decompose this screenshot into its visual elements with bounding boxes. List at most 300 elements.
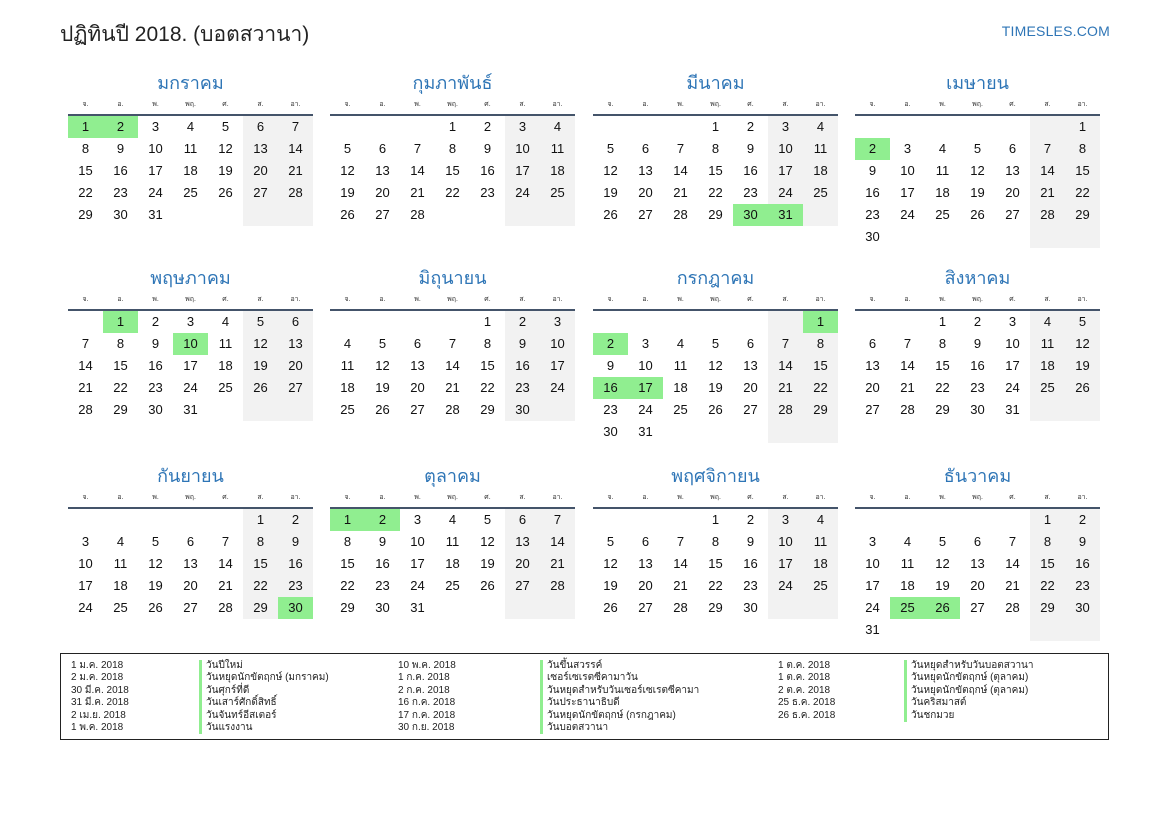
empty-cell <box>698 311 733 333</box>
day-cell: 5 <box>606 141 615 156</box>
day-cell: 28 <box>900 402 915 417</box>
day-cell: 28 <box>673 207 688 222</box>
weekday-label: ส. <box>257 101 264 108</box>
day-cell: 25 <box>673 402 688 417</box>
holiday-date: 2 ม.ค. 2018 <box>71 672 124 684</box>
day-cell: 11 <box>540 138 575 160</box>
empty-cell <box>1030 399 1065 421</box>
weekday-label: อ. <box>904 101 911 108</box>
day-cell: 13 <box>243 138 278 160</box>
day-cell: 9 <box>505 333 540 355</box>
day-cell: 5 <box>151 534 160 549</box>
weekday-label: ศ. <box>484 101 491 108</box>
weekday-label: จ. <box>607 494 614 501</box>
day-cell: 19 <box>603 185 618 200</box>
empty-cell <box>890 116 925 138</box>
month-calendar <box>330 265 575 421</box>
day-cell: 11 <box>445 534 460 549</box>
empty-cell <box>435 204 470 226</box>
empty-cell <box>663 311 698 333</box>
weekday-label: อ. <box>117 101 124 108</box>
day-cell: 25 <box>935 207 950 222</box>
weekday-label: พฤ. <box>447 101 458 108</box>
holiday-name: เซอร์เซเรตซีคามาวัน <box>540 672 699 684</box>
day-cell: 3 <box>768 116 803 138</box>
day-cell: 24 <box>78 600 93 615</box>
day-cell: 2 <box>278 509 313 531</box>
day-cell: 23 <box>505 377 540 399</box>
day-cell: 20 <box>243 160 278 182</box>
empty-cell <box>698 421 733 443</box>
day-cell: 8 <box>711 534 720 549</box>
day-cell: 26 <box>340 207 355 222</box>
weekday-header <box>593 489 838 509</box>
empty-cell <box>925 509 960 531</box>
empty-cell <box>138 509 173 531</box>
weekday-label: ส. <box>1044 296 1051 303</box>
empty-cell <box>855 116 890 138</box>
day-cell: 28 <box>78 402 93 417</box>
day-cell: 1 <box>711 119 720 134</box>
day-cell: 24 <box>900 207 915 222</box>
day-cell: 9 <box>746 141 755 156</box>
day-cell: 10 <box>768 531 803 553</box>
day-cell: 22 <box>243 575 278 597</box>
day-cell: 5 <box>938 534 947 549</box>
day-cell: 2 <box>151 314 160 329</box>
brand-link[interactable]: TIMESLES.COM <box>1001 23 1110 39</box>
day-cell: 13 <box>1005 163 1020 178</box>
day-cell: 20 <box>865 380 880 395</box>
day-cell: 14 <box>1030 160 1065 182</box>
weekday-label: ส. <box>519 296 526 303</box>
holiday-name: วันเสาร์ศักดิ์สิทธิ์ <box>199 697 329 709</box>
day-grid <box>68 509 313 619</box>
weekday-label: ส. <box>257 296 264 303</box>
day-cell: 20 <box>505 553 540 575</box>
day-cell: 21 <box>673 578 688 593</box>
holiday-name: วันปีใหม่ <box>199 660 329 672</box>
month-calendar <box>68 265 313 421</box>
day-cell: 9 <box>973 336 982 351</box>
day-cell: 9 <box>116 141 125 156</box>
empty-cell <box>628 311 663 333</box>
day-cell: 14 <box>78 358 93 373</box>
day-cell: 1 <box>448 119 457 134</box>
day-cell: 8 <box>483 336 492 351</box>
day-cell: 27 <box>183 600 198 615</box>
empty-cell <box>803 204 838 226</box>
day-cell: 20 <box>970 578 985 593</box>
empty-cell <box>505 597 540 619</box>
day-cell: 29 <box>1065 204 1100 226</box>
weekday-label: ส. <box>257 494 264 501</box>
day-cell: 21 <box>1030 182 1065 204</box>
day-cell: 29 <box>708 207 723 222</box>
day-grid <box>68 311 313 421</box>
empty-cell <box>995 116 1030 138</box>
weekday-label: อ. <box>379 494 386 501</box>
day-cell: 22 <box>935 380 950 395</box>
empty-cell <box>768 597 803 619</box>
empty-cell <box>855 311 890 333</box>
weekday-label: จ. <box>344 296 351 303</box>
weekday-label: พ. <box>152 296 159 303</box>
weekday-label: พฤ. <box>972 296 983 303</box>
holiday-date: 2 ต.ค. 2018 <box>778 684 831 696</box>
day-cell: 20 <box>183 578 198 593</box>
day-cell: 2 <box>1065 509 1100 531</box>
month-name: มีนาคม <box>686 73 745 93</box>
day-cell: 30 <box>148 402 163 417</box>
weekday-label: พ. <box>939 296 946 303</box>
day-cell: 15 <box>1065 160 1100 182</box>
day-cell: 8 <box>938 336 947 351</box>
weekday-header <box>68 489 313 509</box>
holiday-name: วันชกมวย <box>904 710 1034 722</box>
day-cell: 30 <box>865 229 880 244</box>
day-cell: 25 <box>445 578 460 593</box>
day-cell: 26 <box>1065 377 1100 399</box>
day-cell: 12 <box>708 358 723 373</box>
day-cell: 20 <box>410 380 425 395</box>
month-name: กรกฎาคม <box>676 268 755 288</box>
day-cell: 5 <box>606 534 615 549</box>
empty-cell <box>995 509 1030 531</box>
day-cell: 29 <box>708 600 723 615</box>
empty-cell <box>208 204 243 226</box>
weekday-label: พ. <box>414 494 421 501</box>
day-cell: 29 <box>1030 597 1065 619</box>
day-cell: 19 <box>1065 355 1100 377</box>
day-cell: 6 <box>243 116 278 138</box>
holiday-day: 30 <box>278 597 313 619</box>
day-cell: 10 <box>505 138 540 160</box>
day-cell: 12 <box>970 163 985 178</box>
holiday-day: 1 <box>68 116 103 138</box>
empty-cell <box>803 597 838 619</box>
month-name: พฤศจิกายน <box>671 466 760 486</box>
weekday-label: พฤ. <box>710 101 721 108</box>
day-cell: 26 <box>603 207 618 222</box>
day-cell: 10 <box>540 333 575 355</box>
day-cell: 12 <box>218 141 233 156</box>
weekday-label: ศ. <box>484 296 491 303</box>
day-cell: 23 <box>603 402 618 417</box>
day-cell: 16 <box>743 556 758 571</box>
weekday-label: ส. <box>1044 101 1051 108</box>
day-cell: 12 <box>603 556 618 571</box>
holiday-name: วันหยุดนักขัตฤกษ์ (มกราคม) <box>199 672 329 684</box>
day-cell: 6 <box>746 336 755 351</box>
day-cell: 22 <box>113 380 128 395</box>
day-cell: 11 <box>113 556 128 571</box>
day-cell: 23 <box>375 578 390 593</box>
day-grid <box>68 116 313 226</box>
day-cell: 6 <box>186 534 195 549</box>
day-cell: 14 <box>768 355 803 377</box>
day-cell: 25 <box>1030 377 1065 399</box>
day-cell: 16 <box>113 163 128 178</box>
day-cell: 31 <box>638 424 653 439</box>
day-cell: 13 <box>638 163 653 178</box>
day-cell: 23 <box>743 185 758 200</box>
day-cell: 7 <box>1008 534 1017 549</box>
day-cell: 14 <box>673 163 688 178</box>
holiday-day: 17 <box>628 377 663 399</box>
day-grid <box>855 116 1100 248</box>
day-cell: 8 <box>448 141 457 156</box>
empty-cell <box>435 311 470 333</box>
holiday-names-col-1 <box>199 660 329 734</box>
empty-cell <box>663 509 698 531</box>
day-cell: 28 <box>673 600 688 615</box>
day-cell: 5 <box>973 141 982 156</box>
holiday-day: 2 <box>593 333 628 355</box>
empty-cell <box>890 619 925 641</box>
holiday-name: วันศุกร์ที่ดี <box>199 685 329 697</box>
day-cell: 1 <box>243 509 278 531</box>
day-cell: 29 <box>113 402 128 417</box>
weekday-label: จ. <box>869 296 876 303</box>
empty-cell <box>925 116 960 138</box>
month-calendar <box>68 463 313 619</box>
day-cell: 31 <box>410 600 425 615</box>
empty-cell <box>890 311 925 333</box>
weekday-label: พ. <box>677 494 684 501</box>
day-cell: 15 <box>113 358 128 373</box>
weekday-label: จ. <box>869 101 876 108</box>
holiday-date: 30 มี.ค. 2018 <box>71 684 129 696</box>
day-cell: 27 <box>970 600 985 615</box>
day-cell: 15 <box>708 163 723 178</box>
day-cell: 11 <box>673 358 688 373</box>
day-cell: 2 <box>746 119 755 134</box>
weekday-label: พ. <box>677 101 684 108</box>
month-calendar <box>593 265 838 443</box>
holiday-day: 1 <box>103 311 138 333</box>
day-cell: 29 <box>935 402 950 417</box>
holiday-day: 10 <box>173 333 208 355</box>
holiday-date: 10 พ.ค. 2018 <box>398 660 456 671</box>
weekday-label: พ. <box>414 101 421 108</box>
day-cell: 21 <box>218 578 233 593</box>
day-cell: 20 <box>638 578 653 593</box>
weekday-label: ส. <box>519 101 526 108</box>
day-cell: 17 <box>768 553 803 575</box>
weekday-label: ส. <box>782 101 789 108</box>
day-cell: 28 <box>218 600 233 615</box>
weekday-label: พฤ. <box>185 296 196 303</box>
holiday-day: 2 <box>103 116 138 138</box>
weekday-label: จ. <box>607 101 614 108</box>
day-cell: 1 <box>483 314 492 329</box>
day-cell: 9 <box>278 531 313 553</box>
day-cell: 22 <box>480 380 495 395</box>
day-cell: 7 <box>221 534 230 549</box>
weekday-label: อ. <box>379 101 386 108</box>
day-grid <box>593 116 838 226</box>
holiday-name: วันหยุดสำหรับวันเซอร์เซเรตซีคามา <box>540 685 699 697</box>
day-cell: 18 <box>1030 355 1065 377</box>
day-grid <box>855 509 1100 641</box>
day-cell: 14 <box>1005 556 1020 571</box>
holiday-date: 2 เม.ย. 2018 <box>71 709 126 721</box>
day-cell: 6 <box>641 141 650 156</box>
day-cell: 19 <box>708 380 723 395</box>
day-cell: 23 <box>148 380 163 395</box>
day-cell: 5 <box>221 119 230 134</box>
month-calendar <box>330 463 575 619</box>
empty-cell <box>925 226 960 248</box>
holiday-dates-col-2 <box>398 660 456 734</box>
day-cell: 16 <box>278 553 313 575</box>
day-cell: 7 <box>448 336 457 351</box>
day-cell: 1 <box>711 512 720 527</box>
empty-cell <box>1030 226 1065 248</box>
month-name: ตุลาคม <box>424 466 481 486</box>
day-cell: 22 <box>1030 575 1065 597</box>
weekday-label: อ. <box>642 296 649 303</box>
day-cell: 19 <box>603 578 618 593</box>
day-cell: 24 <box>505 182 540 204</box>
holiday-name: วันแรงงาน <box>199 722 329 734</box>
empty-cell <box>1065 226 1100 248</box>
weekday-label: พ. <box>414 296 421 303</box>
holiday-date: 1 ต.ค. 2018 <box>778 672 831 684</box>
holiday-name: วันคริสมาสต์ <box>904 697 1034 709</box>
weekday-label: ศ. <box>1009 296 1016 303</box>
day-cell: 22 <box>803 377 838 399</box>
holiday-date: 30 ก.ย. 2018 <box>398 721 455 733</box>
weekday-label: จ. <box>82 494 89 501</box>
day-cell: 30 <box>743 600 758 615</box>
day-cell: 26 <box>480 578 495 593</box>
day-cell: 15 <box>78 163 93 178</box>
weekday-label: อา. <box>552 101 563 108</box>
day-cell: 31 <box>1005 402 1020 417</box>
empty-cell <box>890 509 925 531</box>
day-cell: 28 <box>1030 204 1065 226</box>
month-calendar <box>68 70 313 226</box>
weekday-label: อา. <box>290 101 301 108</box>
day-cell: 4 <box>1030 311 1065 333</box>
day-cell: 30 <box>970 402 985 417</box>
day-cell: 28 <box>410 207 425 222</box>
day-cell: 23 <box>865 207 880 222</box>
day-cell: 2 <box>973 314 982 329</box>
empty-cell <box>593 509 628 531</box>
day-cell: 13 <box>278 333 313 355</box>
day-cell: 24 <box>148 185 163 200</box>
weekday-label: อา. <box>290 296 301 303</box>
day-cell: 3 <box>768 509 803 531</box>
day-cell: 12 <box>340 163 355 178</box>
day-grid <box>855 311 1100 421</box>
empty-cell <box>68 509 103 531</box>
day-cell: 16 <box>1065 553 1100 575</box>
day-cell: 12 <box>148 556 163 571</box>
weekday-header <box>855 489 1100 509</box>
month-calendar <box>855 463 1100 641</box>
weekday-header <box>855 96 1100 116</box>
day-cell: 14 <box>673 556 688 571</box>
holiday-name: วันขึ้นสวรรค์ <box>540 660 699 672</box>
day-cell: 3 <box>186 314 195 329</box>
empty-cell <box>470 204 505 226</box>
day-cell: 22 <box>78 185 93 200</box>
day-cell: 10 <box>410 534 425 549</box>
empty-cell <box>68 311 103 333</box>
weekday-label: อ. <box>379 296 386 303</box>
weekday-label: ศ. <box>222 296 229 303</box>
holiday-date: 31 มี.ค. 2018 <box>71 697 129 709</box>
day-cell: 15 <box>935 358 950 373</box>
day-cell: 3 <box>505 116 540 138</box>
day-cell: 9 <box>868 163 877 178</box>
day-cell: 8 <box>343 534 352 549</box>
day-grid <box>593 509 838 619</box>
weekday-label: ส. <box>519 494 526 501</box>
day-cell: 4 <box>186 119 195 134</box>
empty-cell <box>505 204 540 226</box>
day-cell: 26 <box>148 600 163 615</box>
empty-cell <box>330 116 365 138</box>
day-cell: 9 <box>151 336 160 351</box>
day-cell: 5 <box>1065 311 1100 333</box>
day-cell: 14 <box>900 358 915 373</box>
day-cell: 13 <box>505 531 540 553</box>
day-cell: 27 <box>375 207 390 222</box>
day-cell: 25 <box>183 185 198 200</box>
day-cell: 1 <box>1030 509 1065 531</box>
day-cell: 30 <box>505 399 540 421</box>
day-cell: 3 <box>641 336 650 351</box>
day-cell: 28 <box>445 402 460 417</box>
holiday-date: 1 พ.ค. 2018 <box>71 721 124 733</box>
day-cell: 13 <box>865 358 880 373</box>
day-cell: 16 <box>865 185 880 200</box>
weekday-label: อา. <box>290 494 301 501</box>
day-cell: 18 <box>900 578 915 593</box>
month-name: กุมภาพันธ์ <box>412 73 493 93</box>
day-cell: 11 <box>183 141 198 156</box>
day-cell: 22 <box>340 578 355 593</box>
day-cell: 4 <box>343 336 352 351</box>
empty-cell <box>593 311 628 333</box>
day-cell: 9 <box>606 358 615 373</box>
day-cell: 6 <box>413 336 422 351</box>
day-cell: 13 <box>638 556 653 571</box>
day-cell: 13 <box>375 163 390 178</box>
day-cell: 31 <box>183 402 198 417</box>
empty-cell <box>278 204 313 226</box>
day-cell: 12 <box>603 163 618 178</box>
day-cell: 15 <box>340 556 355 571</box>
day-cell: 22 <box>1065 182 1100 204</box>
weekday-label: อา. <box>552 296 563 303</box>
day-cell: 27 <box>243 182 278 204</box>
holiday-date: 25 ธ.ค. 2018 <box>778 697 836 709</box>
day-cell: 24 <box>768 575 803 597</box>
day-cell: 4 <box>903 534 912 549</box>
empty-cell <box>400 311 435 333</box>
weekday-label: พ. <box>152 101 159 108</box>
holiday-name: วันหยุดนักขัตฤกษ์ (กรกฎาคม) <box>540 710 699 722</box>
weekday-label: พฤ. <box>710 494 721 501</box>
day-cell: 10 <box>148 141 163 156</box>
day-cell: 2 <box>746 512 755 527</box>
